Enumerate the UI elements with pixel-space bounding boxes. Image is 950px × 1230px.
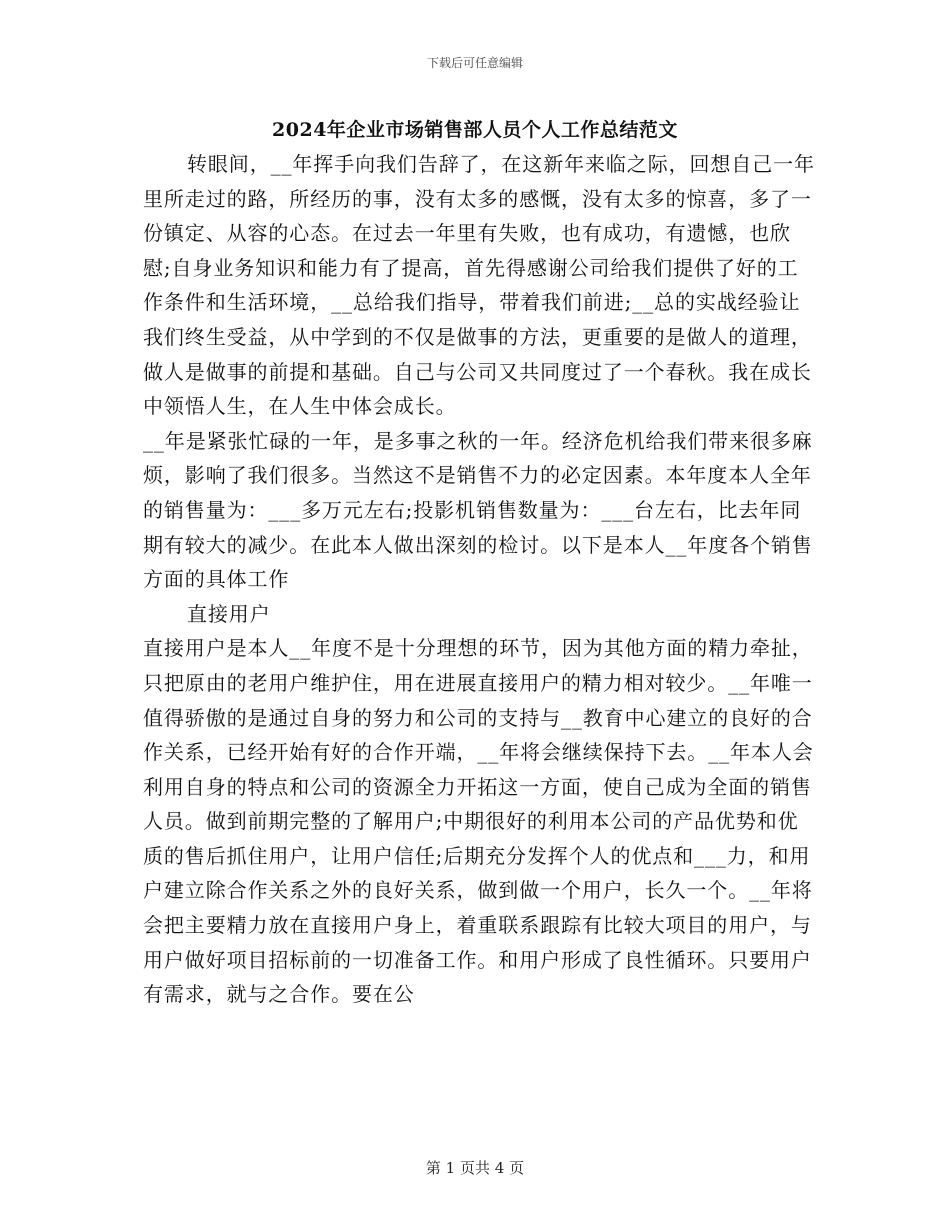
paragraph-intro: 转眼间，__年挥手向我们告辞了，在这新年来临之际，回想自己一年里所走过的路，所经历的事，没有太多的感慨，没有太多的惊喜，多了一份镇定、从容的心态。在过去一年里有失败，也有成功，有遗憾，也欣慰;自身业务知识和能力有了提高，首先得感谢公司给我们提供了好的工作条件和生活环境，__总给我们指导，带着我们前进;__总的实战经验让我们终生受益，从中学到的不仅是做事的方法，更重要的是做人的道理，做人是做事的前提和基础。自己与公司又共同度过了一个春秋。我在成长中领悟人生，在人生中体会成长。	[143, 152, 815, 419]
paragraph-direct-users: 直接用户是本人__年度不是十分理想的环节，因为其他方面的精力牵扯，只把原由的老用户维护住，用在进展直接用户的精力相对较少。__年唯一值得骄傲的是通过自身的努力和公司的支持与__教育中心建立的良好的合作关系，已经开始有好的合作开端，__年将会继续保持下去。__年本人会利用自身的特点和公司的资源全力开拓这一方面，使自己成为全面的销售人员。做到前期完整的了解用户;中期很好的利用本公司的产品优势和优质的售后抓住用户，让用户信任;后期充分发挥个人的优点和___力，和用户建立除合作关系之外的良好关系，做到做一个用户，长久一个。__年将会把主要精力放在直接用户身上，着重联系跟踪有比较大项目的用户，与用户做好项目招标前的一切准备工作。和用户形成了良性循环。只要用户有需求，就与之合作。要在公	[143, 636, 814, 1007]
document-title: 2024年企业市场销售部人员个人工作总结范文	[272, 119, 678, 141]
document-body	[143, 147, 815, 1012]
page-footer: 第 1 页共 4 页	[425, 1159, 525, 1177]
section-heading-direct-users: 直接用户	[187, 601, 271, 626]
page-header: 下载后可任意编辑	[426, 56, 523, 70]
paragraph-sales-summary: __年是紧张忙碌的一年，是多事之秋的一年。经济危机给我们带来很多麻烦，影响了我们很多。当然这不是销售不力的必定因素。本年度本人全年的销售量为：___多万元左右;投影机销售数量为：___台左右，比去年同期有较大的减少。在此本人做出深刻的检讨。以下是本人__年度各个销售方面的具体工作	[143, 428, 813, 592]
